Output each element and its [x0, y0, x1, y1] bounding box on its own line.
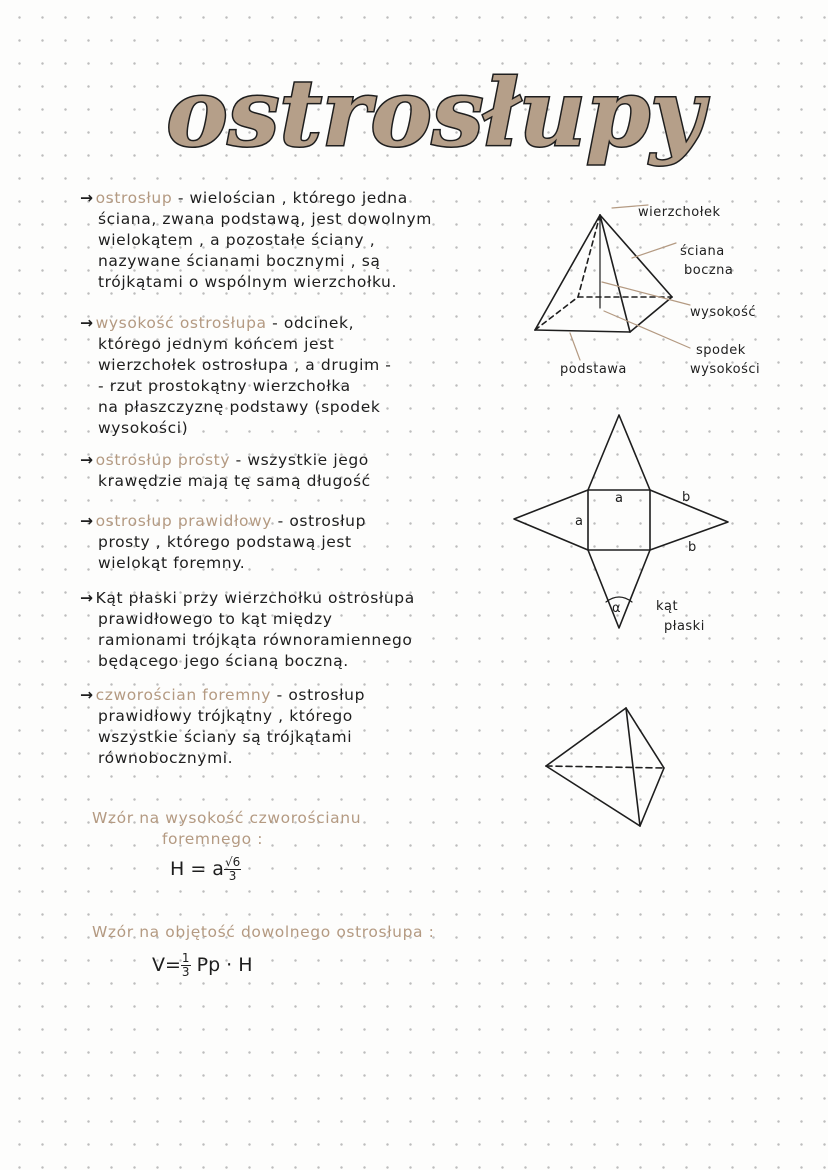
arrow-icon: →: [80, 451, 94, 469]
arrow-icon: →: [80, 686, 94, 704]
definition-ostroslup-prawidlowy: → ostrosłup prawidłowy - ostrosłup prosty , którego podstawą jest wielokąt foremny.: [80, 512, 367, 572]
definition-kat-plaski: → Kąt płaski przy wierzchołku ostrosłupa prawidłowego to kąt między ramionami trójkąta równoramiennego będącego jego ścianą boczną.: [80, 589, 415, 670]
definition-ostroslup-prosty: → ostrosłup prosty - wszystkie jego krawędzie mają tę samą długość: [80, 451, 371, 490]
definition-ostroslup: → ostrosłup - wielościan , którego jedna ściana, zwana podstawą, jest dowolnym wielokątem , a pozostałe ściany , nazywane ścianami bocznymi , są trójkątami o wspólnym wierzchołku.: [80, 189, 432, 291]
fraction: $\frac{√6}{3}$: [224, 855, 241, 883]
page-title: ostrosłupy: [166, 59, 704, 167]
label-b-lower: b: [688, 540, 697, 555]
term: ostrosłup: [95, 189, 173, 207]
label-base: podstawa: [560, 362, 627, 377]
volume-formula: V= $\frac{1}{3}$ Pp · H: [152, 951, 253, 979]
label-foot-2: wysokości: [690, 362, 761, 377]
label-a-top: a: [615, 491, 624, 506]
height-formula-label: Wzór na wysokość czworościanu foremnego :: [92, 809, 362, 848]
fraction: $\frac{1}{3}$: [181, 951, 190, 979]
height-formula: H = a $\frac{√6}{3}$: [170, 855, 241, 883]
label-height: wysokość: [690, 305, 756, 320]
arrow-icon: →: [80, 512, 94, 530]
label-apex: wierzchołek: [638, 205, 721, 220]
label-a-left: a: [575, 514, 584, 529]
tetrahedron-diagram: [546, 708, 664, 826]
definition-czworoscian: → czworościan foremny - ostrosłup prawidłowy trójkątny , którego wszystkie ściany są trójkątami równobocznymi.: [80, 686, 366, 767]
arrow-icon: →: [80, 314, 94, 332]
term: wysokość ostrosłupa: [95, 314, 267, 332]
label-angle: kąt: [656, 599, 679, 614]
term: ostrosłup prawidłowy: [95, 512, 273, 530]
term: ostrosłup prosty: [95, 451, 231, 469]
label-alpha: α: [612, 601, 622, 616]
term: czworościan foremny: [95, 686, 272, 704]
definition-wysokosc: → wysokość ostrosłupa - odcinek, którego jednym końcem jest wierzchołek ostrosłupa , a drugim - - rzut prostokątny wierzchołka na płaszczyznę podstawy (spodek wysokości): [80, 314, 392, 437]
label-face-2: boczna: [684, 263, 734, 278]
arrow-icon: →: [80, 589, 94, 607]
pyramid-net-diagram: [514, 415, 728, 628]
arrow-icon: →: [80, 189, 94, 207]
pyramid-diagram: [535, 205, 690, 360]
label-b-upper: b: [682, 490, 691, 505]
volume-formula-label: Wzór na objętość dowolnego ostrosłupa :: [92, 923, 435, 941]
label-angle-2: płaski: [664, 619, 705, 634]
label-foot: spodek: [696, 343, 746, 358]
label-face: ściana: [680, 244, 725, 259]
